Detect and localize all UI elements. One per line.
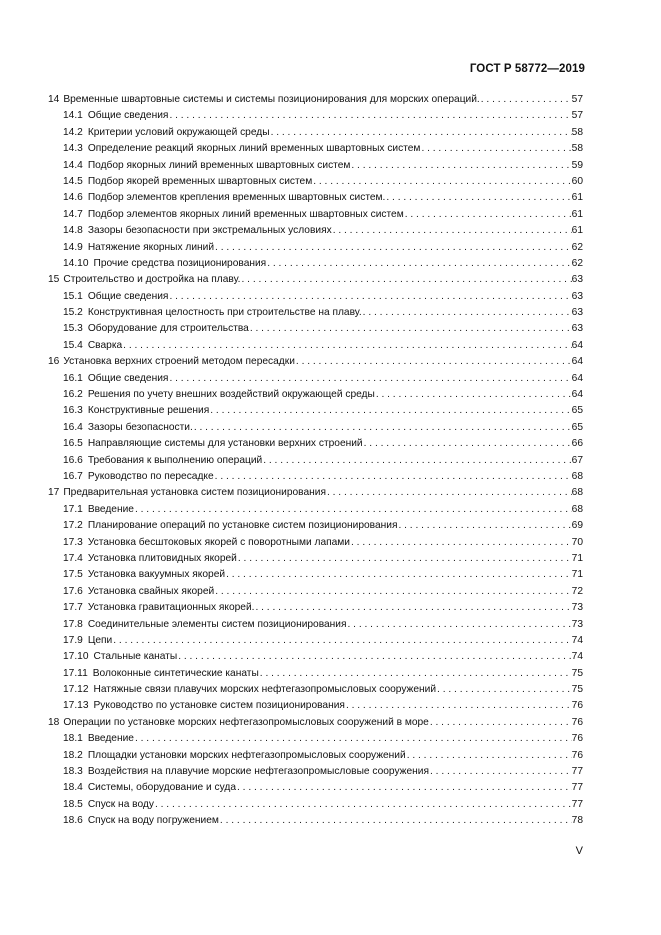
toc-entry-number: 18.4 [63,782,83,794]
toc-dot-leader [397,518,571,534]
toc-entry-title: Конструктивная целостность при строительстве на плаву. [87,307,362,319]
toc-entry-page: 57 [571,94,583,105]
toc-entry-title: Введение [87,503,134,515]
toc-entry-number: 18.5 [63,798,83,810]
toc-entry-number: 15.1 [63,290,83,302]
toc-entry-title: Строительство и достройка на плаву. [63,274,241,286]
toc-entry-number: 15.2 [63,307,83,319]
page-number: V [575,845,583,857]
toc-entry-number: 16.3 [63,405,83,417]
toc-entry-number: 18 [48,716,60,728]
toc-dot-leader [326,485,572,501]
toc-entry-number: 14 [48,94,60,105]
toc-entry-page: 68 [571,487,583,499]
toc-entry-title: Установка верхних строений методом пересадки [63,356,295,368]
toc-entry-number: 18.3 [63,766,83,778]
toc-dot-leader [420,141,571,157]
toc-subsection-entry[interactable] [48,617,583,633]
toc-entry-page: 60 [571,175,583,187]
toc-subsection-entry[interactable] [48,338,583,354]
toc-entry-number: 17.12 [63,684,89,696]
toc-entry-page: 77 [571,766,583,778]
toc-entry-page: 69 [571,520,583,532]
toc-entry-title: Цепи [87,634,113,646]
toc-dot-leader [168,108,571,124]
toc-subsection-entry[interactable] [48,403,583,419]
toc-entry-number: 14.7 [63,208,83,220]
toc-dot-leader [345,698,572,714]
toc-entry-number: 14.9 [63,241,83,253]
toc-entry-number: 17.3 [63,536,83,548]
toc-dot-leader [219,813,572,829]
toc-section-entry[interactable] [48,485,583,501]
toc-subsection-entry[interactable] [48,518,583,534]
toc-entry-title: Оборудование для строительства [87,323,249,335]
toc-entry-page: 68 [571,470,583,482]
toc-entry-page: 71 [571,569,583,581]
toc-dot-leader [237,551,572,567]
toc-entry-page: 76 [571,733,583,745]
toc-entry-page: 73 [571,618,583,630]
toc-entry-title: Натяжные связи плавучих морских нефтегазопромысловых сооружений [93,684,437,696]
toc-entry-title: Определение реакций якорных линий временных швартовных систем [87,143,421,155]
toc-entry-page: 78 [571,815,583,827]
toc-entry-number: 14.3 [63,143,83,155]
toc-entry-number: 17.8 [63,618,83,630]
toc-entry-title: Волоконные синтетические канаты [92,667,259,679]
toc-entry-title: Установка плитовидных якорей [87,552,237,564]
toc-subsection-entry[interactable] [48,502,583,518]
toc-subsection-entry[interactable] [48,469,583,485]
toc-entry-page: 62 [571,257,583,269]
toc-dot-leader [375,387,572,403]
toc-dot-leader [266,256,571,272]
toc-dot-leader [112,633,571,649]
toc-subsection-entry[interactable] [48,190,583,206]
toc-dot-leader [262,453,571,469]
toc-entry-number: 14.10 [63,257,89,269]
toc-entry-number: 18.1 [63,733,83,745]
toc-entry-page: 66 [571,438,583,450]
toc-entry-page: 63 [571,290,583,302]
toc-entry-number: 14.5 [63,175,83,187]
toc-entry-title: Стальные канаты [93,651,178,663]
toc-entry-page: 72 [571,585,583,597]
toc-entry-title: Временные швартовные системы и системы позиционирования для морских операций. [63,94,480,105]
toc-dot-leader [214,469,572,485]
toc-entry-number: 17.9 [63,634,83,646]
toc-subsection-entry[interactable] [48,125,583,141]
toc-subsection-entry[interactable] [48,633,583,649]
toc-entry-page: 76 [571,716,583,728]
toc-entry-title: Введение [87,733,134,745]
toc-entry-title: Требования к выполнению операций [87,454,263,466]
toc-subsection-entry[interactable] [48,453,583,469]
toc-section-entry[interactable] [48,354,583,370]
toc-dot-leader [259,666,572,682]
toc-entry-title: Общие сведения [87,290,169,302]
toc-dot-leader [122,338,571,354]
toc-entry-number: 17.13 [63,700,89,712]
toc-entry-page: 75 [571,684,583,696]
toc-entry-title: Планирование операций по установке систем позиционирования [87,520,398,532]
toc-subsection-entry[interactable] [48,223,583,239]
toc-entry-number: 17.10 [63,651,89,663]
toc-subsection-entry[interactable] [48,420,583,436]
toc-subsection-entry[interactable] [48,731,583,747]
toc-entry-title: Установка свайных якорей [87,585,215,597]
toc-entry-number: 14.6 [63,192,83,204]
toc-entry-page: 63 [571,307,583,319]
toc-entry-page: 77 [571,798,583,810]
toc-entry-page: 59 [571,159,583,171]
toc-subsection-entry[interactable] [48,108,583,124]
toc-entry-title: Операции по установке морских нефтегазопромысловых сооружений в море [63,716,429,728]
toc-subsection-entry[interactable] [48,321,583,337]
toc-entry-number: 17.1 [63,503,83,515]
toc-subsection-entry[interactable] [48,567,583,583]
toc-entry-page: 73 [571,602,583,614]
toc-entry-page: 76 [571,700,583,712]
toc-subsection-entry[interactable] [48,535,583,551]
toc-subsection-entry[interactable] [48,436,583,452]
toc-entry-title: Подбор элементов якорных линий временных швартовных систем [87,208,404,220]
toc-entry-page: 64 [571,356,583,368]
toc-entry-title: Площадки установки морских нефтегазопромысловых сооружений [87,749,406,761]
toc-entry-title: Подбор элементов крепления временных швартовных систем. [87,192,386,204]
toc-entry-number: 17.11 [63,667,88,679]
toc-entry-page: 63 [571,323,583,335]
toc-entry-title: Руководство по пересадке [87,470,214,482]
toc-entry-title: Направляющие системы для установки верхних строений [87,438,363,450]
toc-entry-title: Общие сведения [87,372,169,384]
toc-entry-title: Соединительные элементы систем позиционирования [87,618,347,630]
toc-subsection-entry[interactable] [48,780,583,796]
toc-subsection-entry[interactable] [48,551,583,567]
toc-entry-title: Сварка [87,339,123,351]
toc-entry-number: 16.6 [63,454,83,466]
toc-entry-title: Руководство по установке систем позиционирования [93,700,345,712]
toc-entry-page: 77 [571,782,583,794]
toc-entry-number: 17.5 [63,569,83,581]
toc-entry-title: Зазоры безопасности. [87,421,193,433]
toc-entry-page: 64 [571,372,583,384]
toc-dot-leader [193,420,572,436]
toc-entry-title: Установка вакуумных якорей [87,569,226,581]
toc-dot-leader [436,682,572,698]
toc-entry-title: Прочие средства позиционирования [93,257,267,269]
toc-dot-leader [406,748,572,764]
toc-entry-page: 70 [571,536,583,548]
document-number: ГОСТ Р 58772—2019 [469,63,585,75]
toc-entry-number: 14.4 [63,159,83,171]
toc-entry-title: Натяжение якорных линий [87,241,215,253]
toc-dot-leader [385,190,571,206]
toc-entry-title: Спуск на воду [87,798,154,810]
toc-section-entry[interactable] [48,272,583,288]
toc-entry-number: 14.8 [63,225,83,237]
toc-dot-leader [168,289,571,305]
toc-dot-leader [168,371,571,387]
toc-entry-page: 58 [571,143,583,155]
toc-dot-leader [214,584,571,600]
toc-entry-page: 58 [571,126,583,138]
toc-entry-number: 17.4 [63,552,83,564]
toc-entry-page: 74 [571,651,583,663]
toc-subsection-entry[interactable] [48,682,583,698]
toc-subsection-entry[interactable] [48,158,583,174]
toc-entry-number: 16.2 [63,389,83,401]
toc-dot-leader [429,764,572,780]
toc-entry-page: 57 [571,110,583,122]
toc-entry-number: 16.1 [63,372,83,384]
toc-entry-page: 61 [571,225,583,237]
toc-subsection-entry[interactable] [48,649,583,665]
toc-dot-leader [214,240,572,256]
toc-entry-page: 67 [571,454,583,466]
toc-subsection-entry[interactable] [48,174,583,190]
toc-dot-leader [154,797,572,813]
toc-entry-number: 18.6 [63,815,83,827]
toc-dot-leader [480,92,572,108]
toc-dot-leader [249,321,572,337]
toc-entry-number: 16.5 [63,438,83,450]
toc-section-entry[interactable] [48,92,583,108]
toc-entry-number: 16.7 [63,470,83,482]
toc-subsection-entry[interactable] [48,797,583,813]
toc-subsection-entry[interactable] [48,666,583,682]
toc-entry-title: Подбор якорей временных швартовных систем [87,175,313,187]
toc-dot-leader [332,223,572,239]
toc-entry-title: Зазоры безопасности при экстремальных условиях [87,225,332,237]
toc-entry-title: Установка гравитационных якорей. [87,602,255,614]
toc-section-entry[interactable] [48,715,583,731]
toc-entry-title: Решения по учету внешних воздействий окружающей среды [87,389,375,401]
toc-dot-leader [363,436,572,452]
toc-entry-page: 64 [571,339,583,351]
toc-entry-number: 16.4 [63,421,83,433]
toc-entry-title: Установка бесштоковых якорей с поворотными лапами [87,536,350,548]
toc-dot-leader [295,354,572,370]
toc-dot-leader [134,502,572,518]
toc-dot-leader [209,403,571,419]
toc-subsection-entry[interactable] [48,256,583,272]
toc-dot-leader [225,567,572,583]
toc-dot-leader [134,731,572,747]
toc-entry-page: 76 [571,749,583,761]
toc-dot-leader [254,600,571,616]
toc-entry-title: Спуск на воду погружением [87,815,219,827]
toc-subsection-entry[interactable] [48,764,583,780]
toc-dot-leader [177,649,571,665]
toc-entry-number: 18.2 [63,749,83,761]
toc-entry-page: 61 [571,192,583,204]
toc-entry-number: 15.3 [63,323,83,335]
toc-subsection-entry[interactable] [48,289,583,305]
toc-entry-page: 68 [571,503,583,515]
toc-dot-leader [241,272,572,288]
toc-dot-leader [347,617,572,633]
toc-entry-page: 62 [571,241,583,253]
toc-entry-page: 64 [571,389,583,401]
toc-subsection-entry[interactable] [48,813,583,829]
toc-entry-number: 15 [48,274,60,286]
toc-entry-number: 17.7 [63,602,83,614]
toc-subsection-entry[interactable] [48,240,583,256]
toc-entry-page: 71 [571,552,583,564]
toc-subsection-entry[interactable] [48,748,583,764]
toc-subsection-entry[interactable] [48,305,583,321]
toc-entry-title: Воздействия на плавучие морские нефтегазопромысловые сооружения [87,766,429,778]
toc-entry-page: 74 [571,634,583,646]
toc-entry-page: 75 [571,667,583,679]
toc-subsection-entry[interactable] [48,207,583,223]
toc-dot-leader [404,207,572,223]
toc-dot-leader [429,715,572,731]
toc-entry-page: 65 [571,421,583,433]
toc-entry-title: Предварительная установка систем позиционирования [63,487,326,499]
toc-dot-leader [362,305,572,321]
toc-entry-number: 15.4 [63,339,83,351]
toc-subsection-entry[interactable] [48,584,583,600]
toc-subsection-entry[interactable] [48,387,583,403]
toc-entry-page: 63 [571,274,583,286]
toc-subsection-entry[interactable] [48,698,583,714]
toc-entry-number: 14.1 [63,110,83,122]
toc-dot-leader [350,158,571,174]
toc-dot-leader [270,125,572,141]
toc-entry-page: 65 [571,405,583,417]
toc-dot-leader [350,535,572,551]
toc-subsection-entry[interactable] [48,600,583,616]
toc-dot-leader [236,780,572,796]
table-of-contents [48,92,583,830]
toc-entry-number: 16 [48,356,60,368]
toc-subsection-entry[interactable] [48,141,583,157]
toc-entry-number: 14.2 [63,126,83,138]
toc-entry-title: Подбор якорных линий временных швартовных систем [87,159,351,171]
toc-entry-number: 17 [48,487,60,499]
toc-entry-title: Конструктивные решения [87,405,210,417]
toc-subsection-entry[interactable] [48,371,583,387]
toc-dot-leader [312,174,571,190]
toc-entry-page: 61 [571,208,583,220]
toc-entry-number: 17.2 [63,520,83,532]
toc-entry-title: Критерии условий окружающей среды [87,126,270,138]
toc-entry-title: Общие сведения [87,110,169,122]
toc-entry-number: 17.6 [63,585,83,597]
toc-entry-title: Системы, оборудование и суда [87,782,237,794]
